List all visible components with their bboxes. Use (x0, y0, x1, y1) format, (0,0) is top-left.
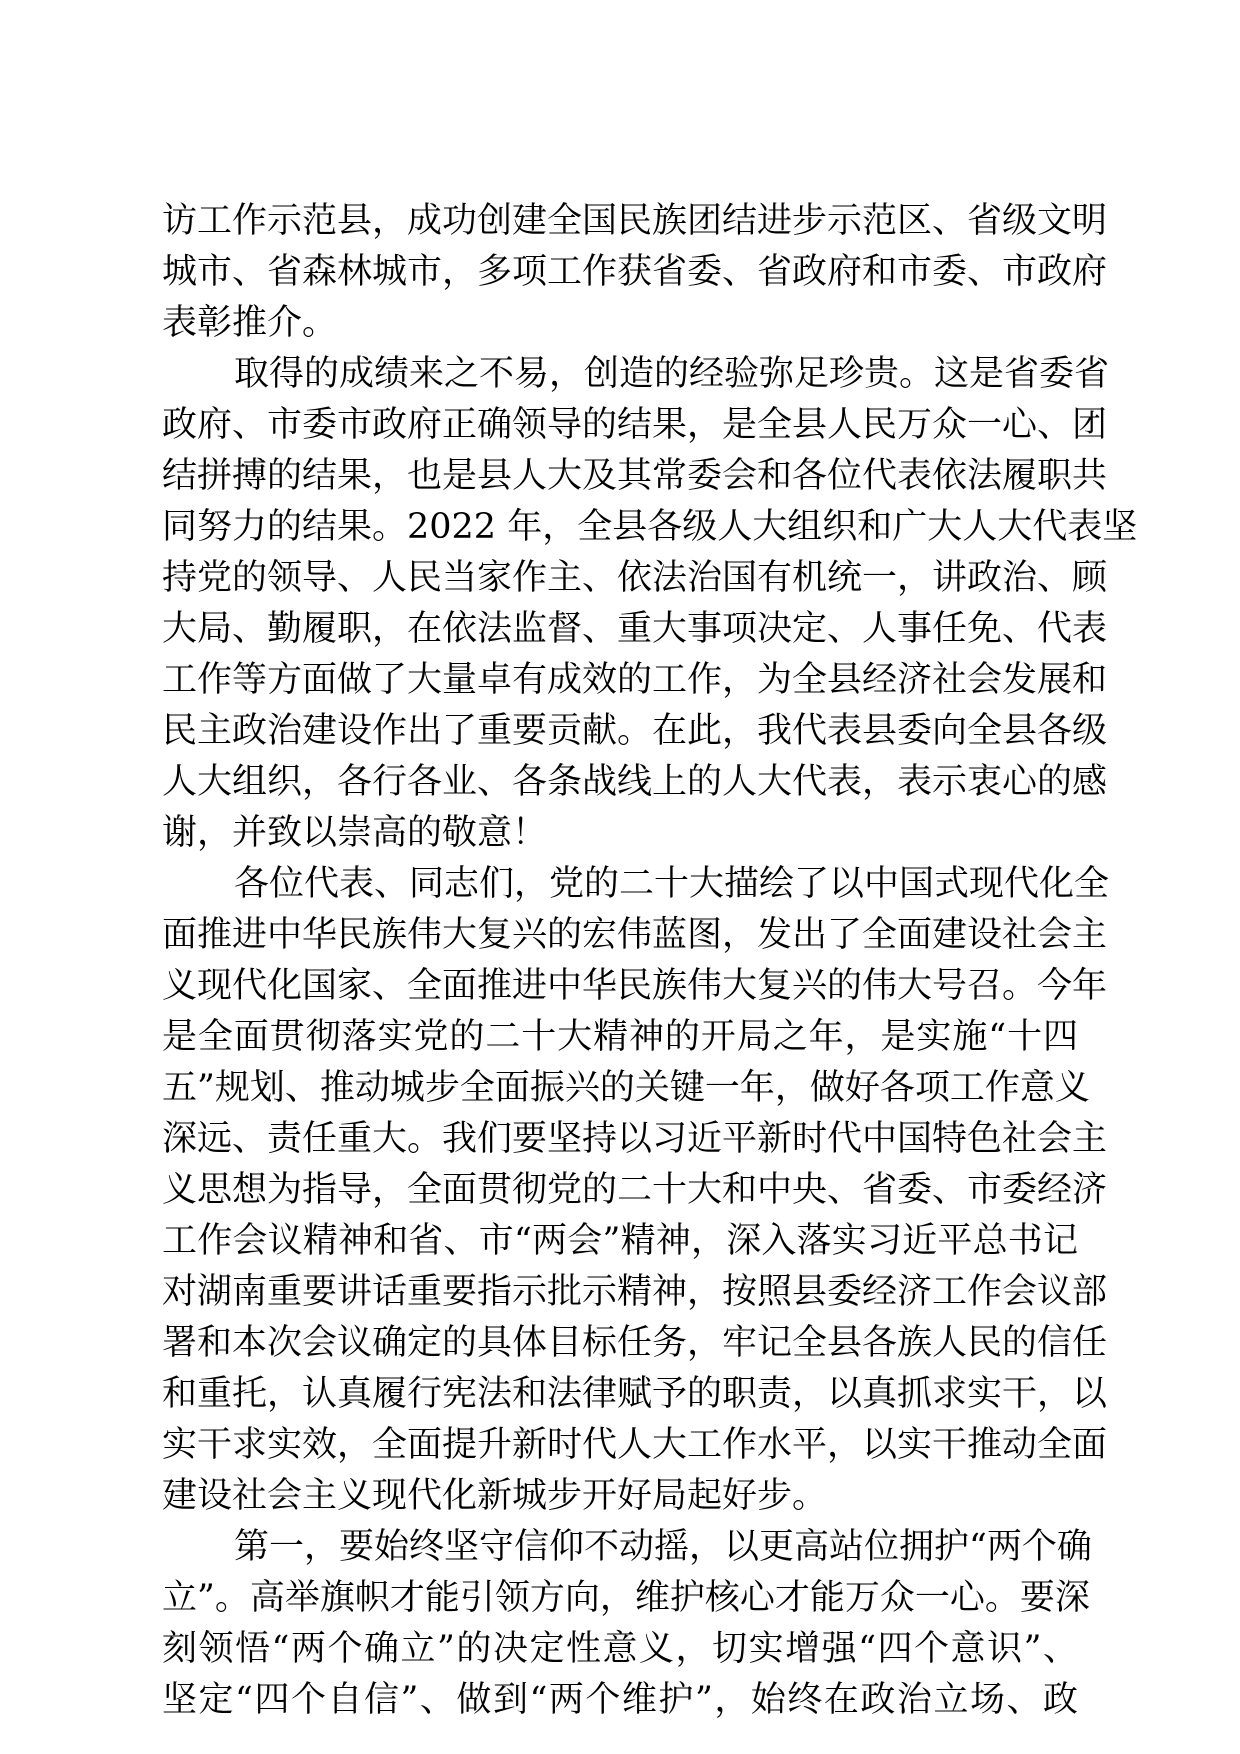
text-line: 结拼搏的结果，也是县人大及其常委会和各位代表依法履职共 (162, 456, 1108, 496)
text-line: 刻领悟“两个确立”的决定性意义，切实增强“四个意识”、 (162, 1629, 1078, 1669)
text-line: 民主政治建设作出了重要贡献。在此，我代表县委向全县各级 (162, 711, 1108, 751)
text-line: 工作等方面做了大量卓有成效的工作，为全县经济社会发展和 (162, 660, 1108, 700)
text-line: 五”规划、推动城步全面振兴的关键一年，做好各项工作意义 (162, 1068, 1090, 1108)
text-line: 同努力的结果。2022 年，全县各级人大组织和广大人大代表坚 (162, 507, 1138, 547)
text-line: 大局、勤履职，在依法监督、重大事项决定、人事任免、代表 (162, 609, 1108, 649)
text-line: 署和本次会议确定的具体目标任务，牢记全县各族人民的信任 (162, 1323, 1108, 1363)
text-line: 政府、市委市政府正确领导的结果，是全县人民万众一心、团 (162, 405, 1108, 445)
text-line: 取得的成绩来之不易，创造的经验弥足珍贵。这是省委省 (234, 354, 1110, 394)
text-line: 城市、省森林城市，多项工作获省委、省政府和市委、市政府 (162, 252, 1108, 292)
paragraph (162, 349, 1138, 859)
text-line: 各位代表、同志们，党的二十大描绘了以中国式现代化全 (234, 864, 1110, 904)
text-line: 深远、责任重大。我们要坚持以习近平新时代中国特色社会主 (162, 1119, 1108, 1159)
text-line: 立”。高举旗帜才能引领方向，维护核心才能万众一心。要深 (162, 1578, 1090, 1618)
document-body (162, 196, 1138, 1726)
paragraph (162, 196, 1108, 349)
text-line: 和重托，认真履行宪法和法律赋予的职责，以真抓求实干，以 (162, 1374, 1108, 1414)
text-line: 对湖南重要讲话重要指示批示精神，按照县委经济工作会议部 (162, 1272, 1108, 1312)
text-line: 人大组织，各行各业、各条战线上的人大代表，表示衷心的感 (162, 762, 1108, 802)
text-line: 访工作示范县，成功创建全国民族团结进步示范区、省级文明 (162, 201, 1108, 241)
text-line: 是全面贯彻落实党的二十大精神的开局之年，是实施“十四 (162, 1017, 1078, 1057)
paragraph (162, 1522, 1092, 1726)
text-line: 义现代化国家、全面推进中华民族伟大复兴的伟大号召。今年 (162, 966, 1108, 1006)
text-line: 实干求实效，全面提升新时代人大工作水平，以实干推动全面 (162, 1425, 1108, 1465)
text-line: 谢，并致以崇高的敬意！ (162, 813, 548, 853)
text-line: 表彰推介。 (162, 303, 338, 343)
paragraph (162, 859, 1110, 1522)
text-line: 第一，要始终坚守信仰不动摇，以更高站位拥护“两个确 (234, 1527, 1092, 1567)
text-line: 持党的领导、人民当家作主、依法治国有机统一，讲政治、顾 (162, 558, 1108, 598)
text-line: 义思想为指导，全面贯彻党的二十大和中央、省委、市委经济 (162, 1170, 1108, 1210)
text-line: 工作会议精神和省、市“两会”精神，深入落实习近平总书记 (162, 1221, 1078, 1261)
text-line: 建设社会主义现代化新城步开好局起好步。 (162, 1476, 828, 1516)
text-line: 面推进中华民族伟大复兴的宏伟蓝图，发出了全面建设社会主 (162, 915, 1108, 955)
text-line: 坚定“四个自信”、做到“两个维护”，始终在政治立场、政 (162, 1680, 1078, 1720)
